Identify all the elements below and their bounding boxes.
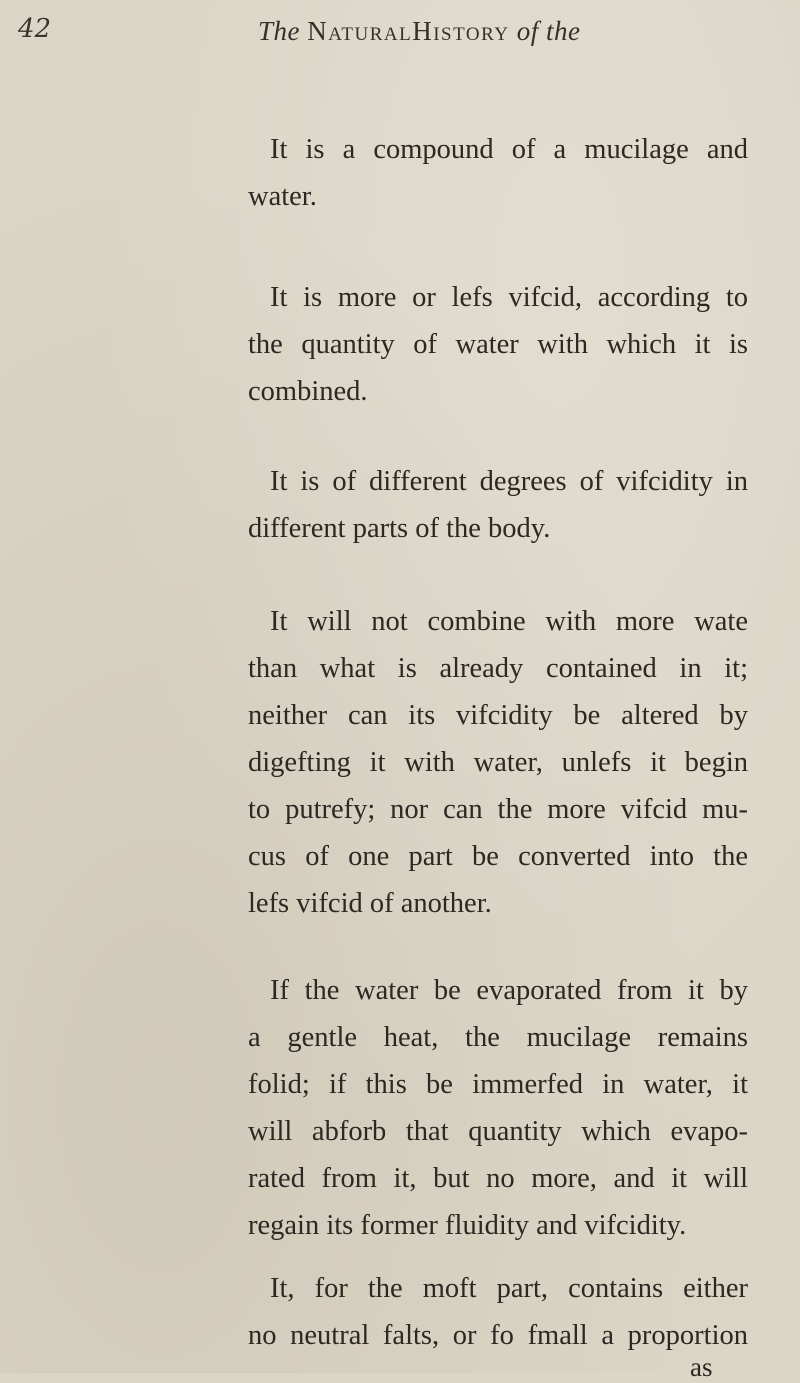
paragraph-6 [248, 1265, 748, 1359]
paragraph-4 [248, 598, 748, 927]
paragraph-line: It is a compound of a mucilage and [270, 134, 748, 165]
paragraph-1 [248, 126, 748, 220]
paragraph-line: than what is already contained in it; [248, 653, 748, 684]
paragraph-line: no neutral falts, or fo fmall a proportion [248, 1320, 748, 1351]
paragraph-line: lefs vifcid of another. [248, 888, 492, 919]
paragraph-line: regain its former fluidity and vifcidity. [248, 1210, 687, 1241]
running-head [258, 16, 580, 47]
paragraph-line: different parts of the body. [248, 513, 551, 544]
paragraph-line: It is of different degrees of vifcidity in [270, 466, 748, 497]
paragraph-line: cus of one part be converted into the [248, 841, 748, 872]
paragraph-line: water. [248, 181, 317, 212]
paragraph-2 [248, 274, 748, 415]
catchword: as [690, 1352, 713, 1382]
running-head-the: The [258, 16, 300, 46]
paragraph-line: to putrefy; nor can the more vifcid mu- [248, 794, 748, 825]
paragraph-line: combined. [248, 376, 368, 407]
page-number: 42 [18, 14, 52, 44]
paragraph-line: It will not combine with more wate [270, 606, 748, 637]
paragraph-5 [248, 967, 748, 1249]
paragraph-line: the quantity of water with which it is [248, 329, 748, 360]
paragraph-line: digefting it with water, unlefs it begin [248, 747, 748, 778]
paragraph-3 [248, 458, 748, 552]
paragraph-line: a gentle heat, the mucilage remains [248, 1022, 748, 1053]
paragraph-line: will abforb that quantity which evapo- [248, 1116, 748, 1147]
running-head-natural: Natural [307, 16, 413, 46]
paragraph-line: rated from it, but no more, and it will [248, 1163, 748, 1194]
paragraph-line: It, for the moft part, contains either [270, 1273, 748, 1304]
paragraph-line: folid; if this be immerfed in water, it [248, 1069, 748, 1100]
paragraph-line: It is more or lefs vifcid, according to [270, 282, 748, 313]
paragraph-line: If the water be evaporated from it by [270, 975, 748, 1006]
running-head-history: History [412, 16, 510, 46]
running-head-of-the: of the [516, 16, 581, 46]
paragraph-line: neither can its vifcidity be altered by [248, 700, 748, 731]
